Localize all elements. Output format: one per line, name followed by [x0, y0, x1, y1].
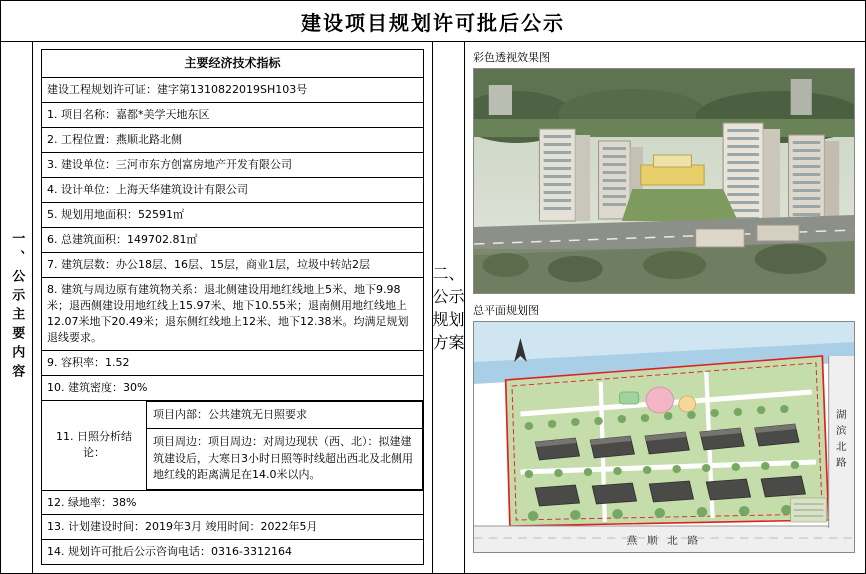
- table-row: [42, 50, 424, 78]
- table-cell: 12. 绿地率：38%: [42, 490, 424, 515]
- svg-text:湖: 湖: [836, 409, 847, 421]
- table-row: [42, 228, 424, 253]
- table-cell: 7. 建筑层数：办公18层、16层、15层，商业1层，垃圾中转站2层: [42, 252, 424, 277]
- table-cell: 10. 建筑密度：30%: [42, 375, 424, 400]
- site-plan-illustration: [474, 322, 854, 552]
- table-row: [42, 540, 424, 565]
- plan-column: [465, 41, 865, 573]
- table-row: [42, 515, 424, 540]
- table-row: [42, 375, 424, 400]
- svg-text:燕 顺 北 路: 燕 顺 北 路: [626, 535, 702, 547]
- table-row: [42, 128, 424, 153]
- title-bar: [1, 1, 865, 42]
- rendering-image: [473, 68, 855, 294]
- table-row: [42, 153, 424, 178]
- table-cell: 13. 计划建设时间：2019年3月 竣用时间：2022年5月: [42, 515, 424, 540]
- table-cell: 14. 规划许可批后公示咨询电话：0316-3312164: [42, 540, 424, 565]
- sun-analysis-outer: 项目周边：项目周边：对周边现状（西、北）：拟建建筑建设后，大寒日3小时日照等时线超出西北及北侧用地红线的距离满足在14.0米以内。: [147, 429, 423, 490]
- table-row: [42, 350, 424, 375]
- table-row: [42, 78, 424, 103]
- table-row: [42, 103, 424, 128]
- page-title: 建设项目规划许可批后公示: [301, 10, 565, 35]
- table-row: [42, 401, 423, 429]
- left-vertical-label-text: 一、公示主要内容: [9, 231, 25, 383]
- table-header-cell: 主要经济技术指标: [42, 50, 424, 78]
- site-plan-image: [473, 321, 855, 553]
- right-vertical-label: [433, 41, 465, 573]
- table-cell: 5. 规划用地面积：52591㎡: [42, 203, 424, 228]
- table-row: [42, 490, 424, 515]
- svg-text:北: 北: [836, 441, 847, 453]
- sun-analysis-label: 11. 日照分析结论：: [56, 429, 132, 460]
- table-cell: 2. 工程位置：燕顺北路北侧: [42, 128, 424, 153]
- table-cell: 9. 容积率：1.52: [42, 350, 424, 375]
- table-cell: 3. 建设单位：三河市东方创富房地产开发有限公司: [42, 153, 424, 178]
- table-cell: 4. 设计单位：上海天华建筑设计有限公司: [42, 178, 424, 203]
- sun-analysis-inner: 项目内部：公共建筑无日照要求: [147, 401, 423, 429]
- svg-text:路: 路: [836, 457, 847, 469]
- table-row: [42, 277, 424, 350]
- sun-analysis-table: [42, 401, 423, 490]
- sun-analysis-cell: [42, 400, 424, 490]
- left-vertical-label: [1, 41, 33, 573]
- table-cell: 8. 建筑与周边原有建筑物关系：退北侧建设用地红线地上5米、地下9.98米；退西侧建设用地红线上15.97米、地下10.55米；退南侧用地红线地上12.07米地下20.49米；退东侧红线地上12米、地下12.38米。均满足规划退线要求。: [42, 277, 424, 350]
- table-row-sun-analysis: [42, 400, 424, 490]
- table-cell: 6. 总建筑面积：149702.81㎡: [42, 228, 424, 253]
- table-cell: 建设工程规划许可证：建字第1310822019SH103号: [42, 78, 424, 103]
- indicators-column: [33, 41, 433, 573]
- right-vertical-label-text: 二、公示规划方案: [432, 264, 465, 352]
- table-cell: 1. 项目名称：嘉都*美学天地东区: [42, 103, 424, 128]
- table-row: [42, 252, 424, 277]
- indicators-table: [41, 49, 424, 565]
- body-area: [1, 41, 865, 573]
- table-row: [42, 178, 424, 203]
- table-row: [42, 203, 424, 228]
- plan-caption: 总平面规划图: [473, 304, 539, 317]
- render-caption: 彩色透视效果图: [473, 51, 550, 64]
- svg-text:滨: 滨: [836, 425, 847, 437]
- rendering-illustration: [474, 69, 854, 293]
